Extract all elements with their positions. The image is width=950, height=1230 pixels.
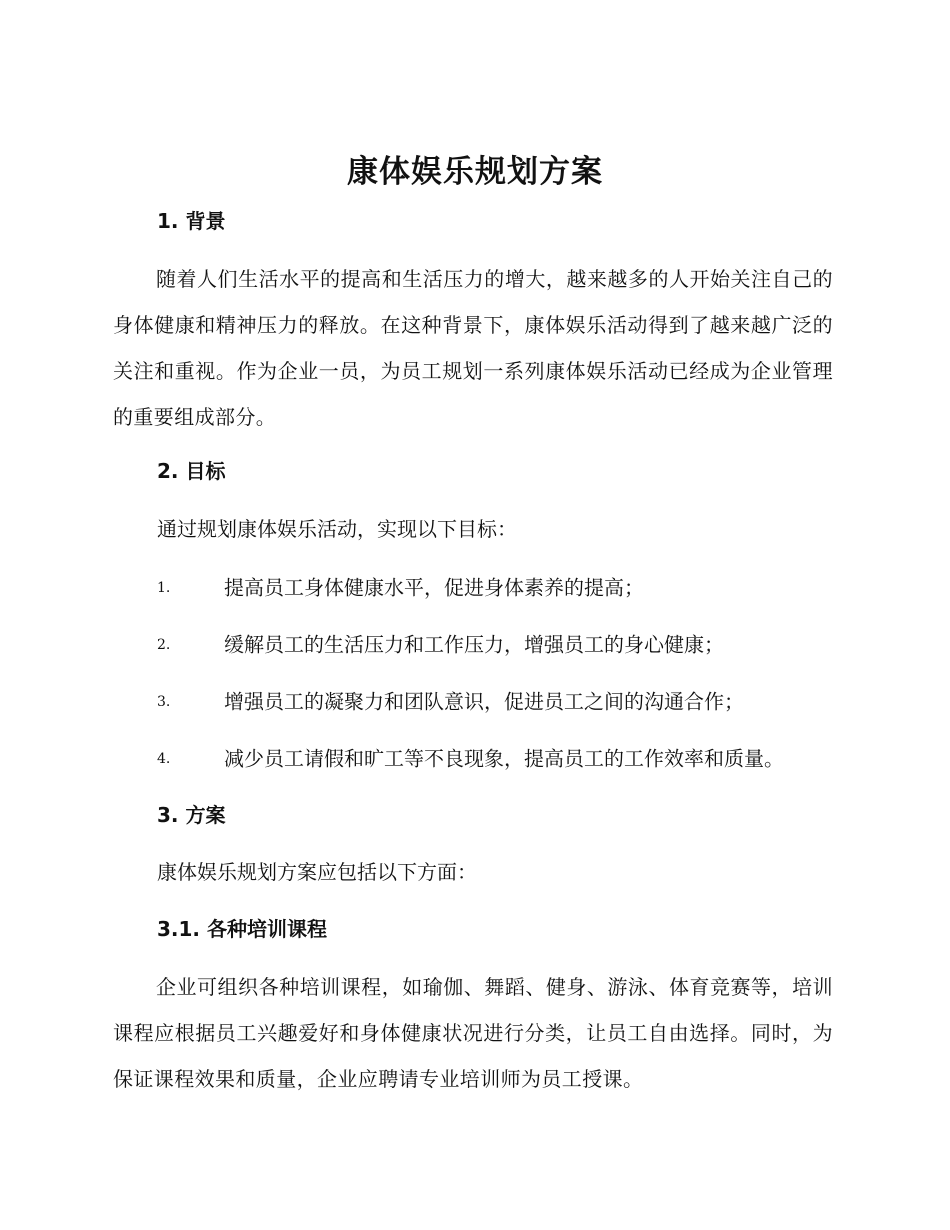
- plan-intro: 康体娱乐规划方案应包括以下方面：: [157, 860, 477, 884]
- list-number: 2.: [157, 636, 171, 653]
- goal-list-item: [157, 742, 784, 774]
- goals-intro: 通过规划康体娱乐活动，实现以下目标：: [157, 517, 517, 541]
- section-heading-background: 1. 背景: [157, 209, 226, 233]
- list-number: 1.: [157, 579, 171, 596]
- subsection-heading-training: 3.1. 各种培训课程: [157, 917, 327, 941]
- list-text: 提高员工身体健康水平，促进身体素养的提高；: [224, 575, 644, 600]
- list-text: 增强员工的凝聚力和团队意识，促进员工之间的沟通合作；: [224, 689, 744, 714]
- background-paragraph: 随着人们生活水平的提高和生活压力的增大，越来越多的人开始关注自己的身体健康和精神压力的释放。在这种背景下，康体娱乐活动得到了越来越广泛的关注和重视。作为企业一员，为员工规划一系列康体娱乐活动已经成为企业管理的重要组成部分。: [113, 267, 833, 429]
- list-text: 减少员工请假和旷工等不良现象，提高员工的工作效率和质量。: [224, 746, 784, 771]
- list-number: 4.: [157, 750, 171, 767]
- document-title: 康体娱乐规划方案: [347, 154, 603, 190]
- list-number: 3.: [157, 693, 171, 710]
- goal-list-item: [157, 571, 644, 603]
- training-paragraph: 企业可组织各种培训课程，如瑜伽、舞蹈、健身、游泳、体育竞赛等，培训课程应根据员工兴趣爱好和身体健康状况进行分类，让员工自由选择。同时，为保证课程效果和质量，企业应聘请专业培训师为员工授课。: [113, 975, 833, 1091]
- list-text: 缓解员工的生活压力和工作压力，增强员工的身心健康；: [224, 632, 724, 657]
- goal-list-item: [157, 685, 744, 717]
- section-heading-plan: 3. 方案: [157, 803, 226, 827]
- section-heading-goals: 2. 目标: [157, 459, 226, 483]
- goal-list-item: [157, 628, 724, 660]
